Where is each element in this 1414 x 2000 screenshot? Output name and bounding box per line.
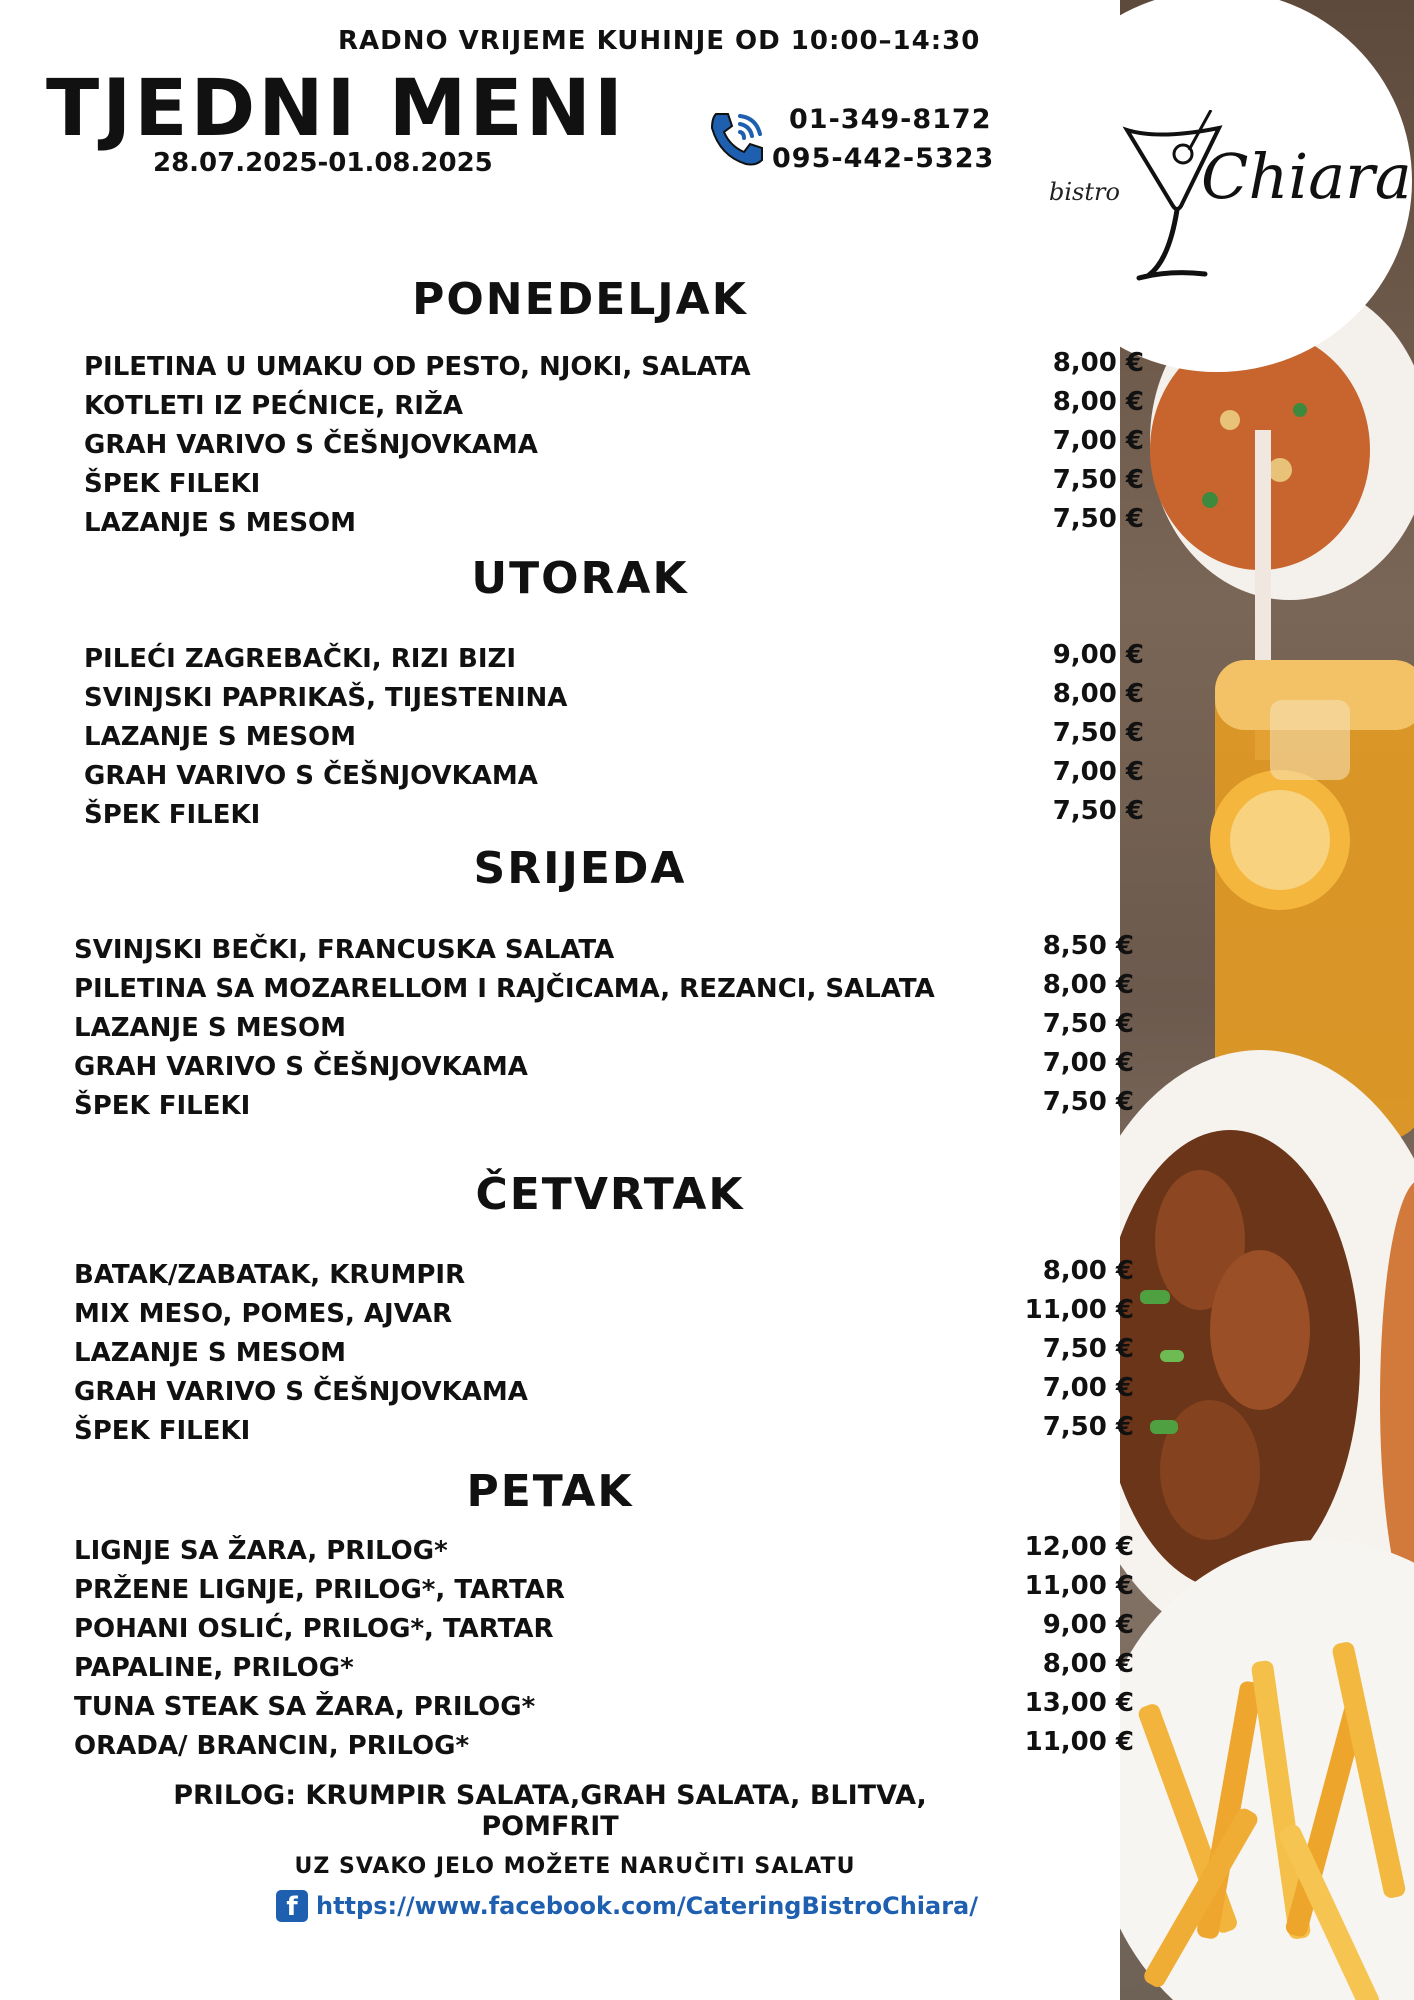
item-name: POHANI OSLIĆ, PRILOG*, TARTAR [74,1614,554,1644]
item-name: LAZANJE S MESOM [84,508,357,538]
phone-icon [706,108,768,170]
list-item [74,1334,1134,1373]
logo-bistro-text: bistro [1049,178,1120,206]
item-price: 11,00 € [1024,1571,1134,1601]
item-price: 7,50 € [1042,1412,1134,1442]
item-price: 7,50 € [1052,718,1144,748]
item-name: GRAH VARIVO S ČEŠNJOVKAMA [74,1377,528,1407]
list-item [74,1295,1134,1334]
item-price: 7,50 € [1052,504,1144,534]
item-name: PILETINA U UMAKU OD PESTO, NJOKI, SALATA [84,352,751,382]
item-price: 11,00 € [1024,1295,1134,1325]
list-item [84,348,1144,387]
list-item [84,387,1144,426]
item-name: TUNA STEAK SA ŽARA, PRILOG* [74,1692,536,1722]
item-price: 7,00 € [1052,426,1144,456]
item-price: 8,00 € [1052,387,1144,417]
page-title: TJEDNI MENI [46,64,626,154]
item-name: PRŽENE LIGNJE, PRILOG*, TARTAR [74,1575,565,1605]
date-range: 28.07.2025-01.08.2025 [153,148,493,178]
list-item [84,718,1144,757]
item-price: 7,00 € [1042,1373,1134,1403]
list-item [74,1412,1134,1451]
list-item [74,970,1134,1009]
item-name: ŠPEK FILEKI [84,469,261,499]
item-name: SVINJSKI BEČKI, FRANCUSKA SALATA [74,935,615,965]
day-heading-thursday: ČETVRTAK [475,1169,745,1220]
item-price: 7,50 € [1052,796,1144,826]
item-price: 9,00 € [1052,640,1144,670]
list-item [74,1571,1134,1610]
list-item [84,640,1144,679]
list-item [74,1727,1134,1766]
logo [1022,0,1412,372]
list-item [74,1610,1134,1649]
list-item [84,426,1144,465]
day-heading-tuesday: UTORAK [471,553,689,604]
side-dishes-note: PRILOG: KRUMPIR SALATA,GRAH SALATA, BLITVA, POMFRIT [173,1780,927,1842]
day-heading-wednesday: SRIJEDA [473,843,687,894]
item-price: 8,00 € [1052,679,1144,709]
facebook-icon[interactable]: f [276,1890,308,1922]
item-price: 8,00 € [1042,1256,1134,1286]
day-heading-friday: PETAK [466,1466,634,1517]
list-item [74,1688,1134,1727]
item-name: BATAK/ZABATAK, KRUMPIR [74,1260,466,1290]
list-item [74,1649,1134,1688]
list-item [84,504,1144,543]
item-name: GRAH VARIVO S ČEŠNJOVKAMA [84,761,538,791]
item-price: 7,00 € [1052,757,1144,787]
item-name: KOTLETI IZ PEĆNICE, RIŽA [84,391,463,421]
item-price: 13,00 € [1024,1688,1134,1718]
item-name: LAZANJE S MESOM [74,1338,347,1368]
item-name: ŠPEK FILEKI [84,800,261,830]
list-item [74,1532,1134,1571]
item-name: ŠPEK FILEKI [74,1416,251,1446]
day-items-thursday [74,1256,1134,1451]
item-price: 7,50 € [1042,1009,1134,1039]
item-price: 7,50 € [1052,465,1144,495]
day-items-tuesday [84,640,1144,835]
item-price: 7,50 € [1042,1087,1134,1117]
list-item [74,1048,1134,1087]
facebook-link[interactable]: https://www.facebook.com/CateringBistroChiara/ [316,1892,978,1920]
list-item [84,757,1144,796]
item-price: 8,00 € [1042,970,1134,1000]
item-name: PILETINA SA MOZARELLOM I RAJČICAMA, REZANCI, SALATA [74,974,935,1004]
item-name: LAZANJE S MESOM [74,1013,347,1043]
item-price: 8,00 € [1052,348,1144,378]
item-price: 7,00 € [1042,1048,1134,1078]
item-name: GRAH VARIVO S ČEŠNJOVKAMA [84,430,538,460]
item-price: 11,00 € [1024,1727,1134,1757]
day-items-wednesday [74,931,1134,1126]
item-name: MIX MESO, POMES, AJVAR [74,1299,453,1329]
day-heading-monday: PONEDELJAK [412,274,748,325]
day-items-friday [74,1532,1134,1766]
item-name: PILEĆI ZAGREBAČKI, RIZI BIZI [84,644,517,674]
kitchen-hours: RADNO VRIJEME KUHINJE OD 10:00–14:30 [338,26,981,56]
list-item [74,931,1134,970]
item-price: 8,00 € [1042,1649,1134,1679]
list-item [84,679,1144,718]
item-name: PAPALINE, PRILOG* [74,1653,354,1683]
phone-numbers [772,100,994,178]
list-item [84,796,1144,835]
item-name: ŠPEK FILEKI [74,1091,251,1121]
item-name: LAZANJE S MESOM [84,722,357,752]
salad-note: UZ SVAKO JELO MOŽETE NARUČITI SALATU [294,1854,856,1879]
list-item [74,1373,1134,1412]
logo-name: Chiara [1201,140,1412,213]
item-name: LIGNJE SA ŽARA, PRILOG* [74,1536,448,1566]
phone-number-1[interactable]: 01-349-8172 [789,104,992,135]
item-name: ORADA/ BRANCIN, PRILOG* [74,1731,470,1761]
list-item [74,1087,1134,1126]
list-item [84,465,1144,504]
list-item [74,1256,1134,1295]
item-price: 12,00 € [1024,1532,1134,1562]
item-price: 7,50 € [1042,1334,1134,1364]
day-items-monday [84,348,1144,543]
item-price: 8,50 € [1042,931,1134,961]
phone-number-2[interactable]: 095-442-5323 [772,143,995,174]
list-item [74,1009,1134,1048]
item-price: 9,00 € [1042,1610,1134,1640]
item-name: SVINJSKI PAPRIKAŠ, TIJESTENINA [84,683,568,713]
item-name: GRAH VARIVO S ČEŠNJOVKAMA [74,1052,528,1082]
